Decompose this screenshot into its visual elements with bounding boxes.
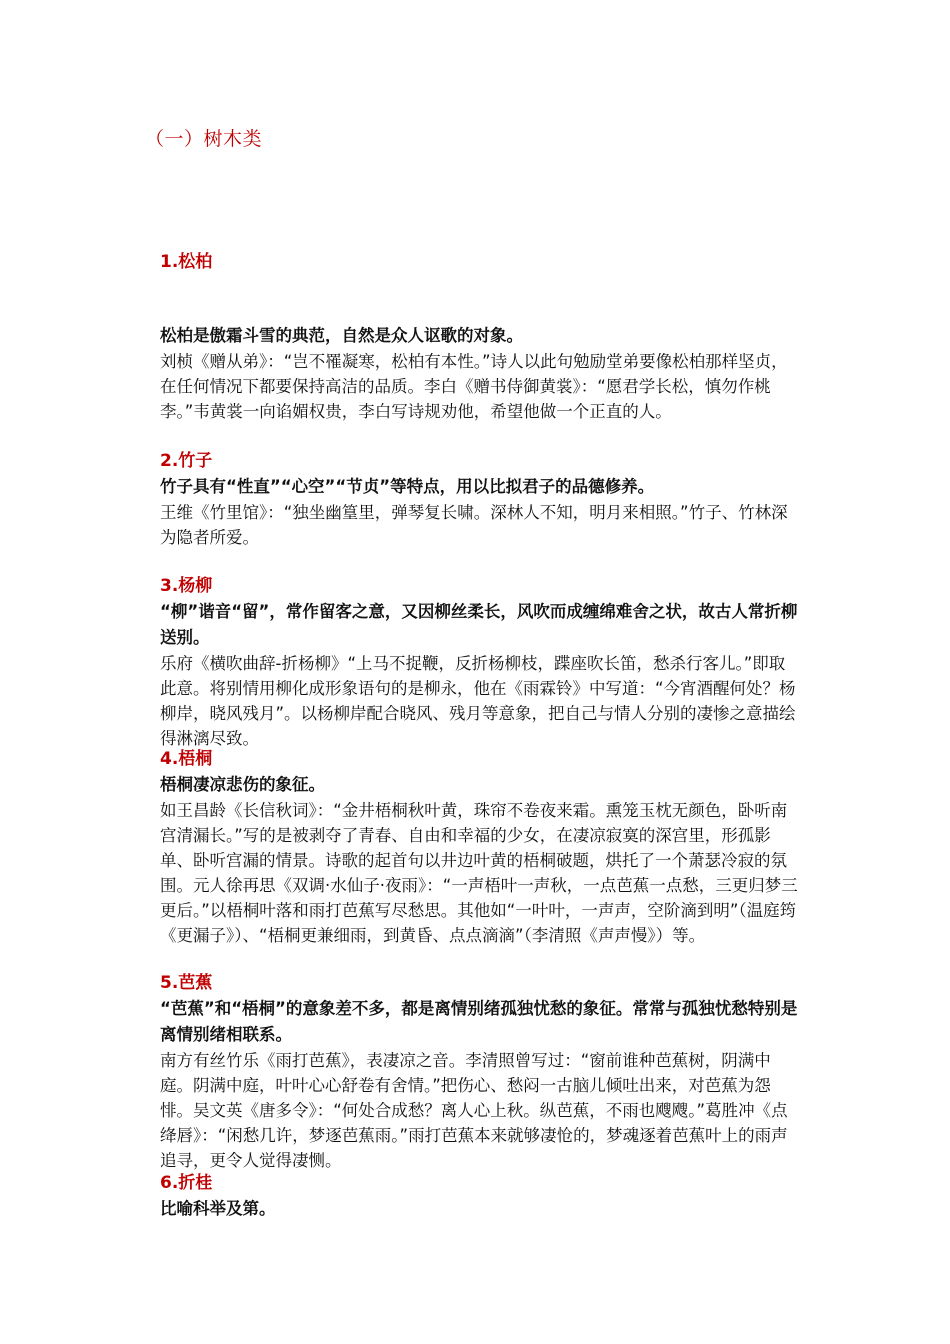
entry-heading-parasol: 4.梧桐 <box>160 749 213 769</box>
entry-heading-willow: 3.杨柳 <box>160 576 213 596</box>
entry-heading-bamboo: 2.竹子 <box>160 451 213 471</box>
entry-heading-laurel: 6.折桂 <box>160 1173 213 1193</box>
section-title: （一）树木类 <box>145 128 263 150</box>
entry-lead: “柳”谐音“留”，常作留客之意，又因柳丝柔长，风吹而成缠绵难舍之状，故古人常折柳送别。 <box>160 602 798 647</box>
entry-body: 如王昌龄《长信秋词》：“金井梧桐秋叶黄，珠帘不卷夜来霜。熏笼玉枕无颜色，卧听南宫清漏长。”写的是被剥夺了青春、自由和幸福的少女，在凄凉寂寞的深宫里，形孤影单、卧听宫漏的情景。诗歌的起首句以井边叶黄的梧桐破题，烘托了一个萧瑟冷寂的氛围。元人徐再思《双调·水仙子·夜雨》：“一声梧叶一声秋，一点芭蕉一点愁，三更归梦三更后。”以梧桐叶落和雨打芭蕉写尽愁思。其他如“一叶叶，一声声，空阶滴到明”（温庭筠《更漏子》）、“梧桐更兼细雨，到黄昏、点点滴滴”（李清照《声声慢》）等。 <box>160 801 798 945</box>
entry-laurel <box>160 1170 800 1222</box>
entry-willow <box>160 573 800 751</box>
entry-body: 刘桢《赠从弟》：“岂不罹凝寒，松柏有本性。”诗人以此句勉励堂弟要像松柏那样坚贞，在任何情况下都要保持高洁的品质。李白《赠书侍御黄裳》：“愿君学长松，慎勿作桃李。”韦黄裳一向谄媚权贵，李白写诗规劝他，希望他做一个正直的人。 <box>160 352 788 421</box>
entry-lead: “芭蕉”和“梧桐”的意象差不多，都是离情别绪孤独忧愁的象征。常常与孤独忧愁特别是离情别绪相联系。 <box>160 999 798 1044</box>
entry-body: 王维《竹里馆》：“独坐幽篁里，弹琴复长啸。深林人不知，明月来相照。”竹子、竹林深为隐者所爱。 <box>160 503 788 547</box>
entry-parasol <box>160 746 800 948</box>
entry-lead: 比喻科举及第。 <box>160 1199 276 1218</box>
entry-body: 南方有丝竹乐《雨打芭蕉》，表凄凉之音。李清照曾写过：“窗前谁种芭蕉树，阴满中庭。阴满中庭，叶叶心心舒卷有舍情。”把伤心、愁闷一古脑儿倾吐出来，对芭蕉为怨悱。吴文英《唐多令》：“何处合成愁？离人心上秋。纵芭蕉，不雨也飕飕。”葛胜冲《点绛唇》：“闲愁几许，梦逐芭蕉雨。”雨打芭蕉本来就够凄怆的，梦魂逐着芭蕉叶上的雨声追寻，更令人觉得凄恻。 <box>160 1051 788 1170</box>
entry-heading-banana: 5.芭蕉 <box>160 973 213 993</box>
entry-banana <box>160 970 800 1173</box>
entry-lead: 松柏是傲霜斗雪的典范，自然是众人讴歌的对象。 <box>160 326 523 345</box>
entry-lead: 竹子具有“性直”“心空”“节贞”等特点，用以比拟君子的品德修养。 <box>160 477 655 496</box>
entry-body: 乐府《横吹曲辞-折杨柳》“上马不捉鞭，反折杨柳枝，蹀座吹长笛，愁杀行客儿。”即取此意。将别情用柳化成形象语句的是柳永，他在《雨霖铃》中写道：“今宵酒醒何处？杨柳岸，晓风残月”。以杨柳岸配合晓风、残月等意象，把自己与情人分别的凄惨之意描绘得淋漓尽致。 <box>160 654 796 748</box>
entry-bamboo <box>160 448 800 550</box>
entry-pine <box>160 323 800 424</box>
entry-heading-pine: 1.松柏 <box>160 252 213 272</box>
entry-lead: 梧桐凄凉悲伤的象征。 <box>160 775 325 794</box>
